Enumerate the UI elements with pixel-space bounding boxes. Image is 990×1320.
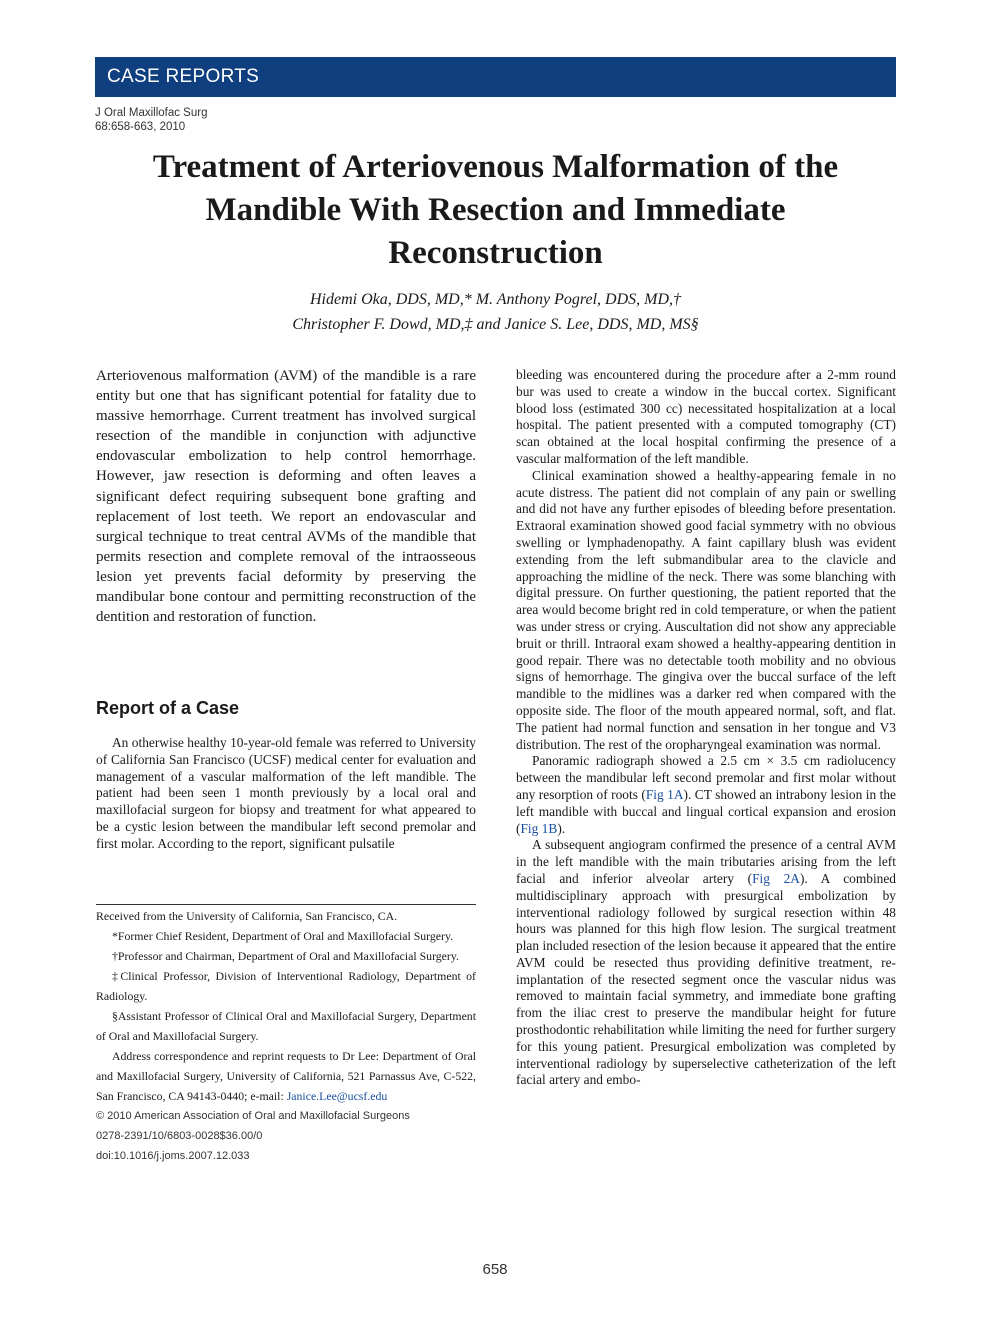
left-column-body [96,735,476,853]
author-list [95,287,896,337]
footnote-2: †Professor and Chairman, Department of Oral and Maxillofacial Surgery. [112,949,459,963]
footnote-divider [96,904,476,905]
journal-name: J Oral Maxillofac Surg [95,107,208,119]
section-banner: CASE REPORTS [95,57,896,97]
p4-text-a: A subsequent angiogram confirmed the presence of a central AVM in the left mandible with the main tributaries arising from the left facial and inferior alveolar artery ( [516,837,896,886]
right-paragraph-2: Clinical examination showed a healthy-appearing female in no acute distress. The patient did not complain of any pain or swelling and did not have any further episodes of bleeding before presentation. Extraoral examination showed good facial symmetry with no obvious swelling or lymphadenopathy. A faint capillary blush was evident extending from the left submandibular area to the clavicle and approaching the midline of the neck. There was some blanching with digital pressure. On further questioning, the patient reported that the area would become bright red in cold temperature, or when the patient was under stress or crying. Auscultation did not show any appreciable bruit or thrill. Intraoral exam showed a healthy-appearing dentition in good repair. There was no detectable tooth mobility and no obvious signs of hemorrhage. The gingiva over the buccal surface of the left mandible to the midlines was a darker red when compared with the opposite side. The floor of the mouth appeared normal, soft, and flat. The patient had normal function and sensation in her tongue and V3 distribution. The rest of the oropharyngeal examination was normal. [516,467,896,752]
case-paragraph: An otherwise healthy 10-year-old female was referred to University of California San Francisco (UCSF) medical center for evaluation and management of a vascular malformation of the left mandible. The patient had been seen 1 month previously by a local oral and maxillofacial surgeon for biopsy and treatment for what appeared to be a cystic lesion between the mandibular left second premolar and first molar. According to the report, significant pulsatile [96,735,476,851]
address-text: Address correspondence and reprint requests to Dr Lee: Department of Oral and Maxillofacial Surgery, University of California, 521 Parnassus Ave, C-522, San Francisco, CA 94143-0440; e-mail: [96,1049,476,1103]
right-paragraph-4 [516,837,896,1089]
footnote-4: §Assistant Professor of Clinical Oral and Maxillofacial Surgery, Department of Oral and Maxillofacial Surgery. [96,1009,476,1043]
right-column-body [516,367,896,1089]
fig-2a-link[interactable]: Fig 2A [752,870,800,886]
footnote-3: ‡Clinical Professor, Division of Interventional Radiology, Department of Radiology. [96,969,476,1003]
section-heading: Report of a Case [96,698,240,718]
issn-line: 0278-2391/10/6803-0028$36.00/0 [96,1130,263,1142]
abstract [96,366,476,627]
footnote-1: *Former Chief Resident, Department of Oral and Maxillofacial Surgery. [112,929,454,943]
page-number: 658 [482,1261,508,1278]
footnote-address [96,1046,476,1106]
p4-text-b: ). A combined multidisciplinary approach with presurgical embolization by interventional radiology followed by surgical resection within 48 hours was planned for this high flow lesion. The surgical treatment plan included resection of the lesion because it appeared that the entire AVM could be resected thus providing definitive treatment, re-implantation of the resected segment once the vascular nidus was removed to maintain facial symmetry, and immediate bone grafting from the iliac crest to preserve the mandibular height for future prosthodontic rehabilitation while limiting the need for further surgery for this young patient. Presurgical embolization was completed by interventional radiology by superselective catheterization of the left facial artery and embo- [516,870,897,1088]
right-paragraph-3 [516,753,896,837]
email-link[interactable]: Janice.Lee@ucsf.edu [286,1089,388,1103]
doi-line: doi:10.1016/j.joms.2007.12.033 [96,1150,250,1162]
p3-text-c: ). [557,820,566,836]
fig-1a-link[interactable]: Fig 1A [645,786,684,802]
abstract-text: Arteriovenous malformation (AVM) of the mandible is a rare entity but one that has significant potential for fatality due to massive hemorrhage. Current treatment has involved surgical resection of the mandible in conjunction with adjunctive endovascular embolization to help control hemorrhage. However, jaw resection is deforming and often leaves a significant defect requiring subsequent bone grafting and replacement of lost teeth. We report an endovascular and surgical technique to treat central AVMs of the mandible that permits resection and complete removal of the intraosseous lesion yet prevents facial deformity by preserving the mandibular bone contour and permitting reconstruction of the dentition and restoration of function. [96,368,476,626]
journal-citation [95,106,207,134]
right-paragraph-1: bleeding was encountered during the procedure after a 2-mm round bur was used to create a window in the buccal cortex. Significant blood loss (estimated 300 cc) necessitated hospitalization at a local hospital. The patient presented with a computed tomography (CT) scan obtained at the local hospital confirming the presence of a vascular malformation of the left mandible. [516,367,896,466]
authors-line-1: Hidemi Oka, DDS, MD,* M. Anthony Pogrel, DDS, MD,† [309,291,682,308]
journal-volume: 68:658-663, 2010 [95,121,186,133]
article-title: Treatment of Arteriovenous Malformation of the Mandible With Resection and Immediate Reconstruction [152,149,839,271]
authors-line-2: Christopher F. Dowd, MD,‡ and Janice S. Lee, DDS, MD, MS§ [292,316,699,333]
fig-1b-link[interactable]: Fig 1B [520,820,558,836]
footnotes [96,906,476,1166]
p3-text-a: Panoramic radiograph showed a 2.5 cm × 3.5 cm radiolucency between the mandibular left second premolar and first molar without any resorption of roots ( [516,753,896,802]
p3-text-b: ). CT showed an intrabony lesion in the left mandible with buccal and lingual cortical expansion and erosion ( [516,786,896,836]
copyright-line: © 2010 American Association of Oral and Maxillofacial Surgeons [96,1110,410,1122]
footnote-received: Received from the University of California, San Francisco, CA. [96,909,398,923]
